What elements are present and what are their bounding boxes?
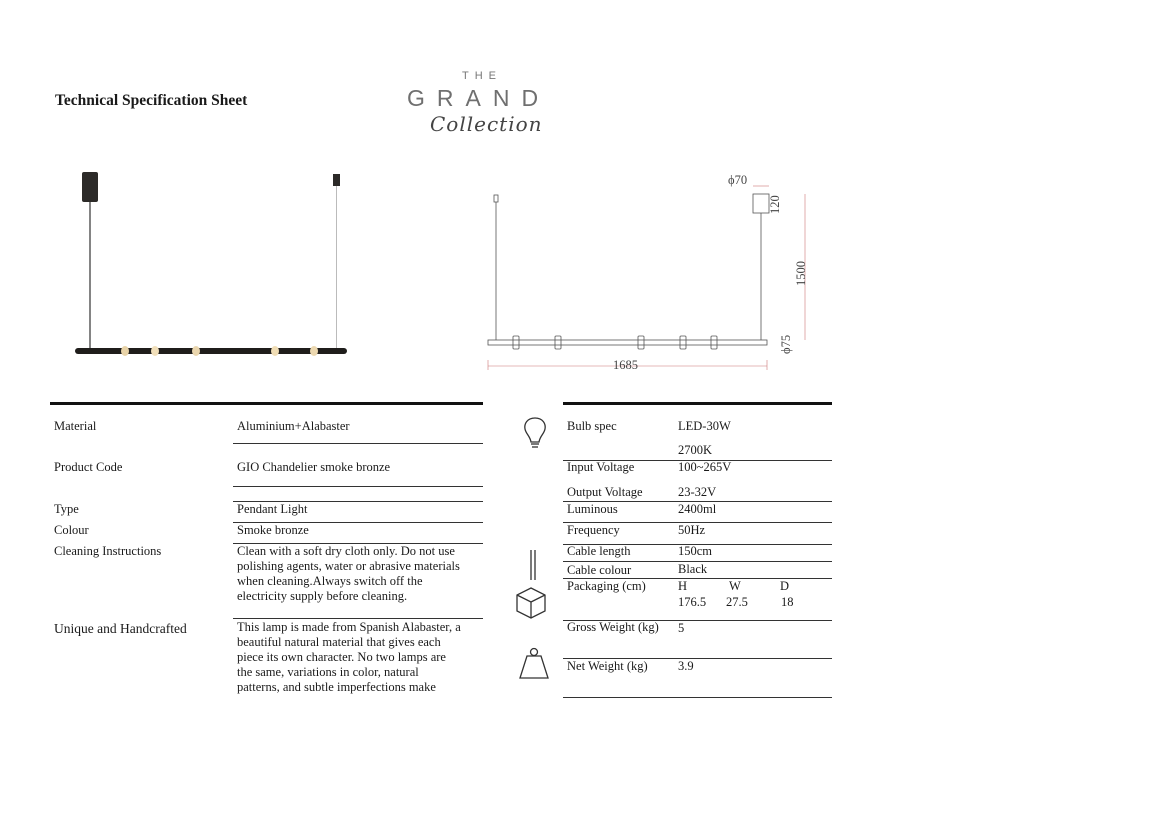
- cable-length-value: 150cm: [678, 544, 713, 558]
- product-image: [70, 168, 360, 368]
- dim-drop: 1500: [794, 261, 808, 286]
- material-value: Aluminium+Alabaster: [237, 419, 350, 433]
- divider: [233, 618, 483, 619]
- cable-colour-value: Black: [678, 562, 708, 576]
- product-code-value: GIO Chandelier smoke bronze: [237, 460, 391, 474]
- pkg-h-label: H: [678, 579, 688, 593]
- bulb-label: Bulb spec: [567, 419, 617, 433]
- pkg-w-value: 27.5: [726, 595, 748, 609]
- cable-length-label: Cable length: [567, 544, 631, 558]
- product-code-label: Product Code: [54, 460, 123, 474]
- input-voltage-label: Input Voltage: [567, 460, 635, 474]
- right-table-top-rule: [563, 402, 832, 405]
- unique-value: This lamp is made from Spanish Alabaster, a beautiful natural material that gives each piece its own character. No two lamps are the same, variations in color, natural patterns, and subtle imperfections make: [237, 620, 461, 694]
- output-voltage-value: 23-32V: [678, 485, 717, 499]
- luminous-label: Luminous: [567, 502, 618, 516]
- logo-grand: GRAND: [407, 85, 551, 111]
- frequency-label: Frequency: [567, 523, 620, 537]
- divider: [233, 443, 483, 444]
- logo-collection: Collection: [430, 112, 543, 136]
- colour-value: Smoke bronze: [237, 523, 309, 537]
- bulb-temp: 2700K: [678, 443, 713, 457]
- canopy-right: [333, 174, 340, 186]
- divider: [563, 697, 832, 698]
- net-weight-value: 3.9: [678, 659, 694, 673]
- cable-colour-label: Cable colour: [567, 563, 632, 577]
- dim-canopy-height: 120: [768, 195, 782, 214]
- colour-label: Colour: [54, 523, 89, 537]
- dim-diameter-top: ϕ70: [728, 173, 748, 187]
- divider: [233, 486, 483, 487]
- gross-weight-value: 5: [678, 621, 685, 635]
- page-title: Technical Specification Sheet: [55, 92, 248, 109]
- dim-length: 1685: [613, 358, 638, 372]
- logo-the: THE: [462, 70, 502, 82]
- bulb-value: LED-30W: [678, 419, 731, 433]
- pkg-w-label: W: [729, 579, 741, 593]
- luminous-value: 2400ml: [678, 502, 717, 516]
- output-voltage-label: Output Voltage: [567, 485, 643, 499]
- type-label: Type: [54, 502, 79, 516]
- light-bar: [75, 348, 347, 354]
- net-weight-label: Net Weight (kg): [567, 659, 648, 673]
- frequency-value: 50Hz: [678, 523, 706, 537]
- cleaning-value: Clean with a soft dry cloth only. Do not use polishing agents, water or abrasive materials when cleaning.Always switch off the electricity supply before cleaning.: [237, 544, 460, 603]
- unique-label: Unique and Handcrafted: [54, 621, 187, 636]
- canopy-left: [82, 172, 98, 202]
- cleaning-label: Cleaning Instructions: [54, 544, 162, 558]
- type-value: Pendant Light: [237, 502, 308, 516]
- bulb-icon: [522, 416, 548, 450]
- pkg-d-value: 18: [781, 595, 794, 609]
- gross-weight-label: Gross Weight (kg): [567, 620, 659, 634]
- material-label: Material: [54, 419, 97, 433]
- left-table-top-rule: [50, 402, 483, 405]
- pkg-h-value: 176.5: [678, 595, 707, 609]
- cable-icon: [527, 549, 539, 581]
- packaging-label: Packaging (cm): [567, 579, 646, 593]
- weight-icon: [518, 646, 550, 680]
- dim-diameter-bar: ϕ75: [779, 334, 793, 354]
- pkg-d-label: D: [780, 579, 790, 593]
- technical-drawing: [480, 168, 820, 378]
- input-voltage-value: 100~265V: [678, 460, 732, 474]
- box-icon: [514, 586, 548, 620]
